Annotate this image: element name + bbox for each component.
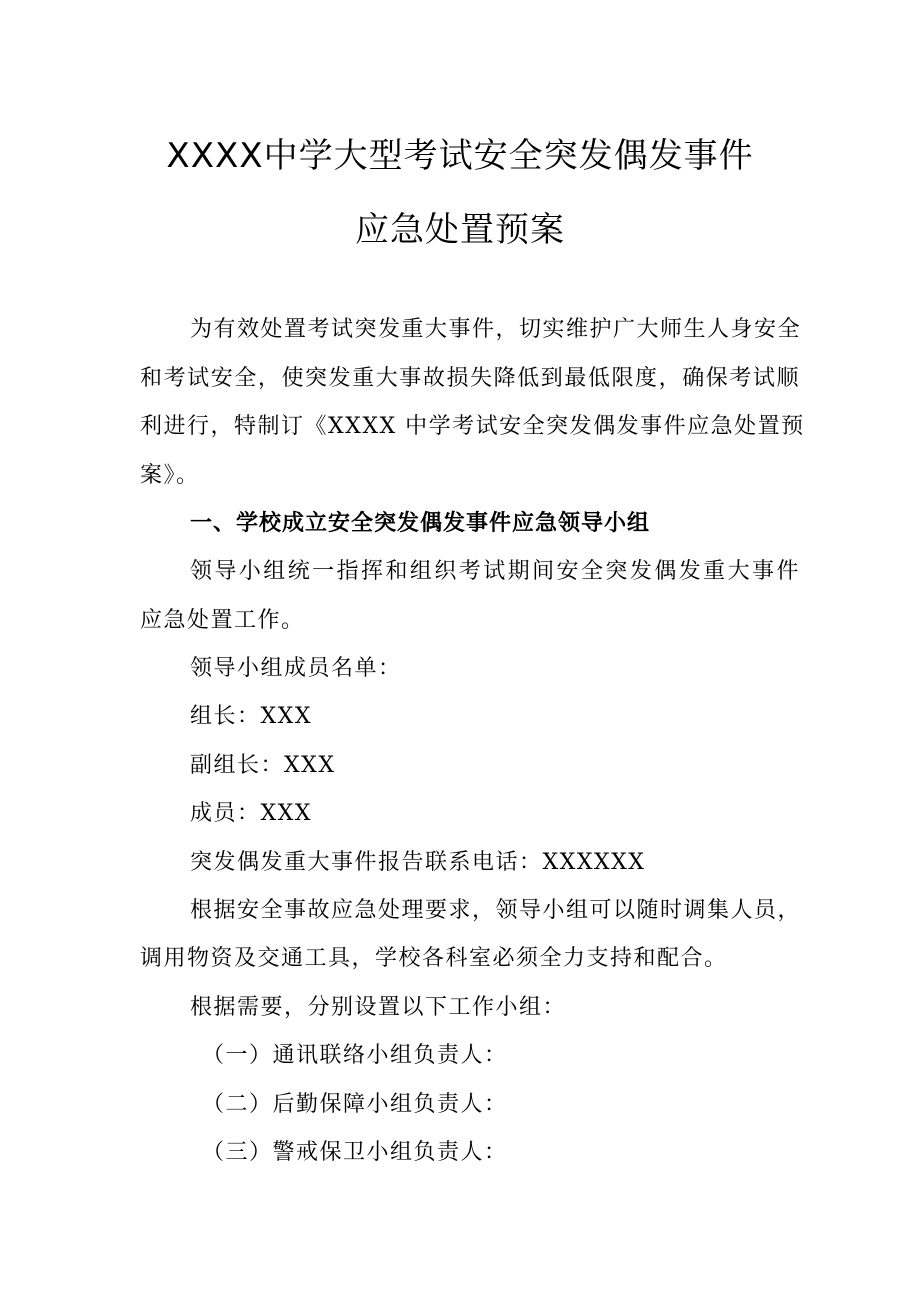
- intro-line-2: 和考试安全，使突发重大事故损失降低到最低限度，确保考试顺: [140, 366, 800, 391]
- group-item-1: （一）通讯联络小组负责人：: [202, 1043, 508, 1068]
- section1-heading: 一、学校成立安全突发偶发事件应急领导小组: [190, 511, 651, 536]
- contact-line: 突发偶发重大事件报告联系电话：XXXXXX: [190, 850, 646, 875]
- intro-line-1: 为有效处置考试突发重大事件，切实维护广大师生人身安全: [190, 317, 802, 342]
- intro-line-4: 案》。: [140, 463, 200, 488]
- section1-desc-line-2: 应急处置工作。: [140, 608, 305, 633]
- intro-line-3: 利进行，特制订《XXXX 中学考试安全突发偶发事件应急处置预: [140, 414, 805, 439]
- leader-line: 组长：XXX: [190, 704, 312, 729]
- groups-intro: 根据需要，分别设置以下工作小组：: [190, 995, 567, 1020]
- group-item-3: （三）警戒保卫小组负责人：: [202, 1140, 508, 1165]
- document-title-line2: 应急处置预案: [355, 210, 565, 250]
- members-line: 成员：XXX: [190, 801, 312, 826]
- group-item-2: （二）后勤保障小组负责人：: [202, 1092, 508, 1117]
- deploy-line-2: 调用物资及交通工具，学校各科室必须全力支持和配合。: [140, 946, 728, 971]
- deploy-line-1: 根据安全事故应急处理要求，领导小组可以随时调集人员，: [190, 898, 802, 923]
- deputy-leader-line: 副组长：XXX: [190, 753, 336, 778]
- section1-desc-line-1: 领导小组统一指挥和组织考试期间安全突发偶发重大事件: [190, 559, 800, 584]
- document-title-line1: XXXX中学大型考试安全突发偶发事件: [166, 136, 754, 176]
- members-label: 领导小组成员名单：: [190, 656, 402, 681]
